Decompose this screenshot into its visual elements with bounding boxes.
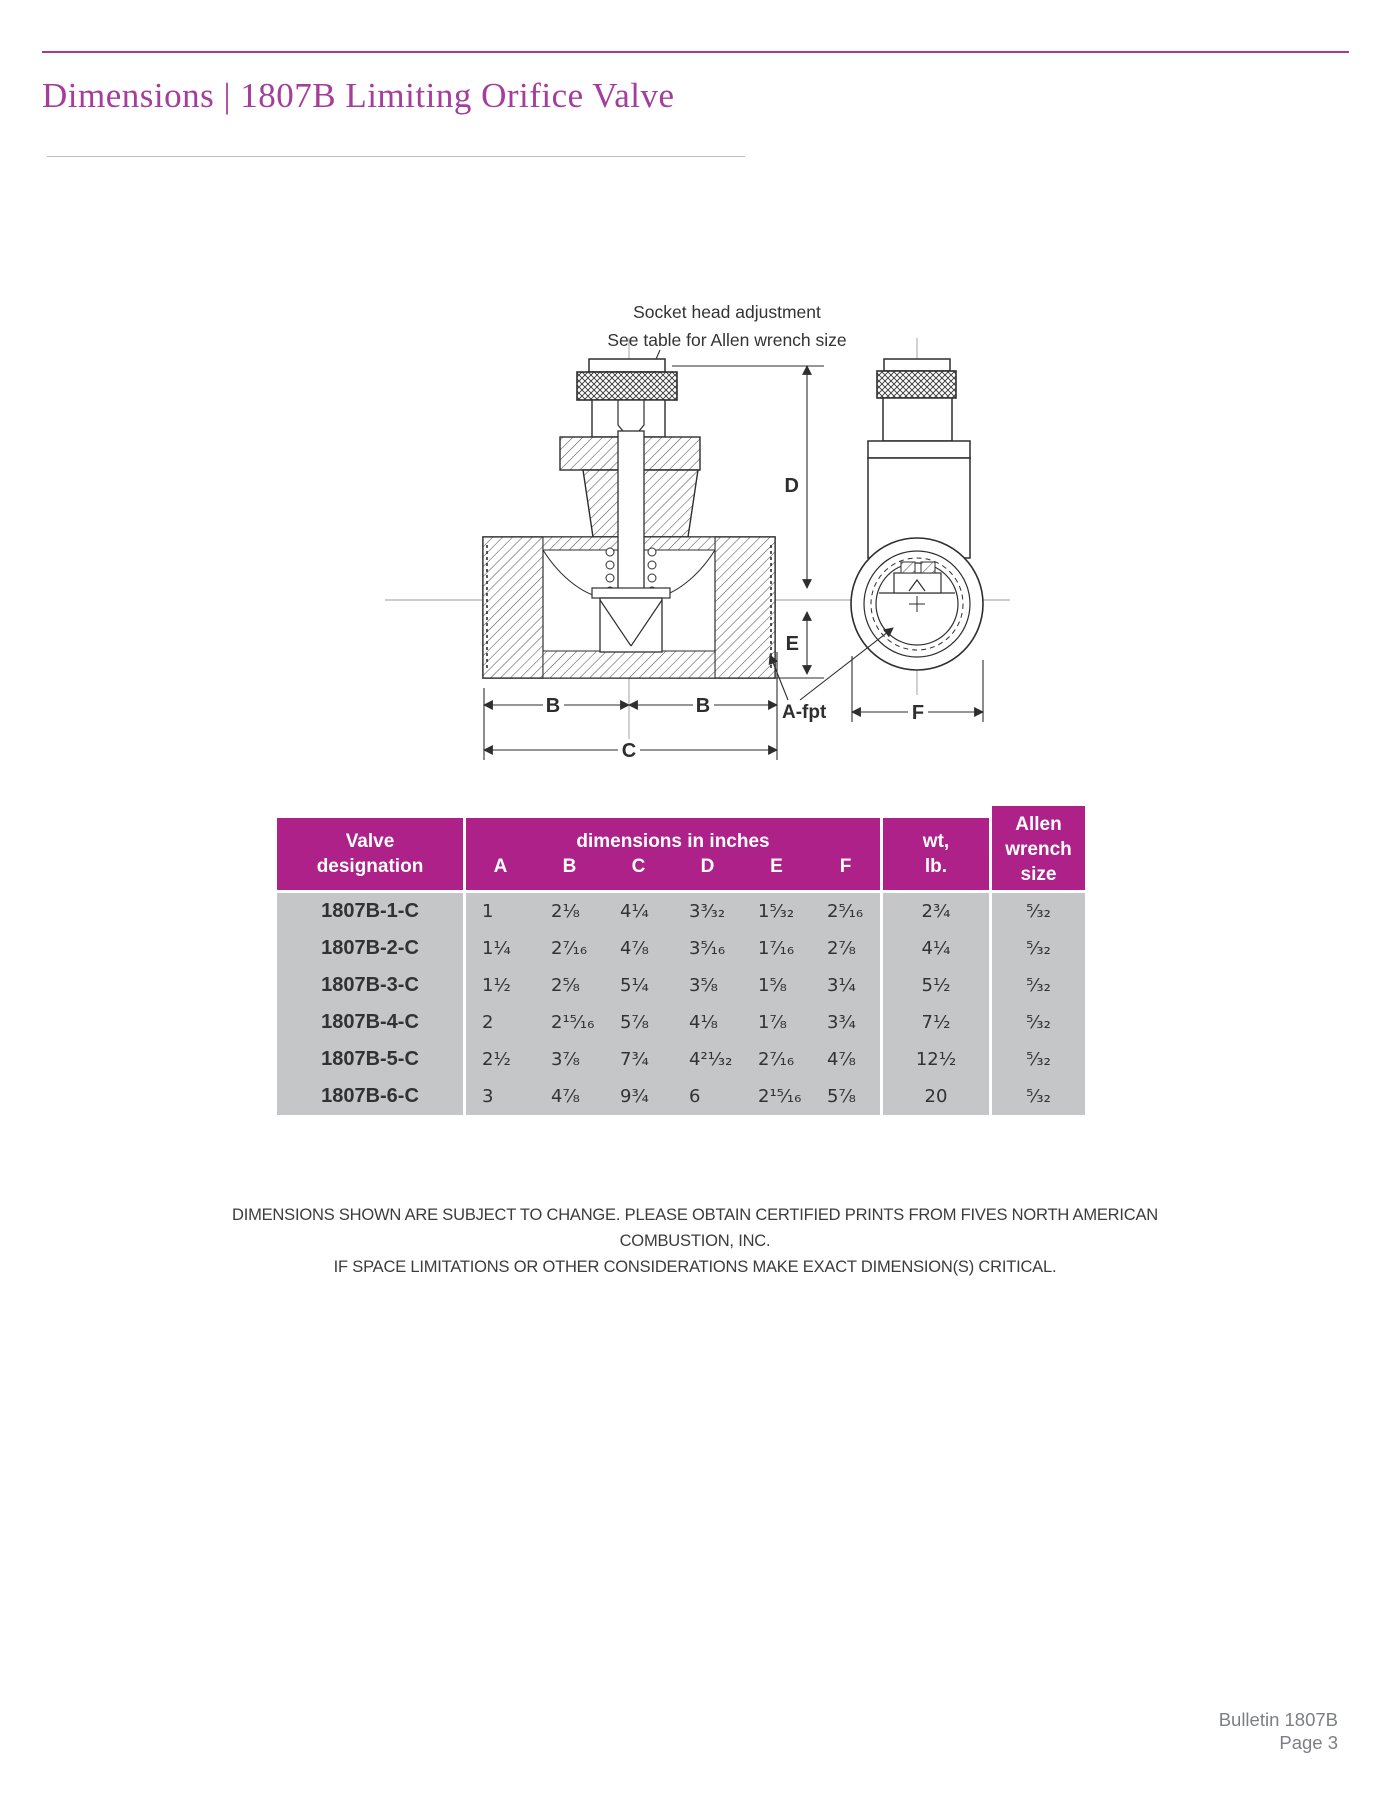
cell-c: 9³⁄₄ bbox=[604, 1078, 673, 1115]
dim-label-e: E bbox=[785, 633, 799, 655]
header-letter-d: D bbox=[700, 856, 715, 877]
dim-label-a-fpt: A-fpt bbox=[782, 702, 827, 723]
cap-plate bbox=[589, 359, 665, 372]
end-cap-plate bbox=[884, 359, 950, 371]
cell-b: 4⁷⁄₈ bbox=[535, 1078, 604, 1115]
cell-c: 4¹⁄₄ bbox=[604, 893, 673, 930]
valve-drawing-svg bbox=[370, 250, 1080, 770]
inner-tab-right bbox=[921, 562, 935, 573]
cell-a: 1¹⁄₂ bbox=[463, 967, 535, 1004]
table-header-dimensions-group bbox=[466, 818, 880, 890]
cell-c: 5⁷⁄₈ bbox=[604, 1004, 673, 1041]
table-row-designation: 1807B-4-C bbox=[277, 1004, 463, 1041]
table-body bbox=[277, 893, 1085, 1115]
orifice-plug bbox=[600, 598, 662, 652]
title-underline bbox=[47, 156, 745, 157]
left-port bbox=[483, 537, 543, 678]
inner-tab-left bbox=[901, 562, 915, 573]
cell-d: 3⁵⁄₈ bbox=[673, 967, 742, 1004]
dimensions-table bbox=[277, 806, 1085, 1118]
cell-a: 2 bbox=[463, 1004, 535, 1041]
cell-e: 2¹⁵⁄₁₆ bbox=[742, 1078, 811, 1115]
disclaimer-note bbox=[190, 1202, 1200, 1280]
cell-c: 7³⁄₄ bbox=[604, 1041, 673, 1078]
cell-a: 1¹⁄₄ bbox=[463, 930, 535, 967]
end-knurled-cap bbox=[877, 371, 956, 398]
cell-wt: 2³⁄₄ bbox=[880, 893, 989, 930]
cell-a: 2¹⁄₂ bbox=[463, 1041, 535, 1078]
cell-b: 2⁵⁄₈ bbox=[535, 967, 604, 1004]
dim-label-d: D bbox=[784, 475, 799, 497]
valve-stem bbox=[618, 431, 644, 591]
cell-e: 1⁵⁄₃₂ bbox=[742, 893, 811, 930]
cell-wt: 5¹⁄₂ bbox=[880, 967, 989, 1004]
header-letter-b: B bbox=[562, 856, 577, 877]
cell-d: 3⁵⁄₁₆ bbox=[673, 930, 742, 967]
end-neck bbox=[883, 398, 952, 441]
header-wt-line2: lb. bbox=[924, 856, 948, 877]
body-bottom-wall bbox=[543, 651, 715, 678]
cell-allen: ⁵⁄₃₂ bbox=[989, 967, 1085, 1004]
table-row-designation: 1807B-5-C bbox=[277, 1041, 463, 1078]
cell-a: 1 bbox=[463, 893, 535, 930]
table-header-weight bbox=[883, 818, 989, 890]
header-wt-line1: wt, bbox=[922, 831, 950, 852]
cell-b: 2¹⁵⁄₁₆ bbox=[535, 1004, 604, 1041]
table-row-designation: 1807B-1-C bbox=[277, 893, 463, 930]
page-footer bbox=[1219, 1708, 1338, 1754]
table-row-designation: 1807B-2-C bbox=[277, 930, 463, 967]
cell-f: 3³⁄₄ bbox=[811, 1004, 880, 1041]
cell-wt: 7¹⁄₂ bbox=[880, 1004, 989, 1041]
inner-plug-front bbox=[894, 573, 941, 593]
cell-f: 4⁷⁄₈ bbox=[811, 1041, 880, 1078]
cell-e: 1⁷⁄₈ bbox=[742, 1004, 811, 1041]
cell-f: 2⁷⁄₈ bbox=[811, 930, 880, 967]
cell-c: 5¹⁄₄ bbox=[604, 967, 673, 1004]
disclaimer-line2: IF SPACE LIMITATIONS OR OTHER CONSIDERATIONS MAKE EXACT DIMENSION(S) CRITICAL. bbox=[333, 1258, 1057, 1276]
end-view bbox=[851, 359, 983, 670]
cell-allen: ⁵⁄₃₂ bbox=[989, 930, 1085, 967]
cell-f: 3¹⁄₄ bbox=[811, 967, 880, 1004]
cell-allen: ⁵⁄₃₂ bbox=[989, 893, 1085, 930]
header-allen-line3: size bbox=[1020, 864, 1057, 885]
cell-allen: ⁵⁄₃₂ bbox=[989, 1004, 1085, 1041]
header-dimensions-label: dimensions in inches bbox=[576, 831, 770, 852]
section-view bbox=[483, 359, 775, 678]
header-dimension-letters bbox=[466, 854, 880, 879]
header-letter-a: A bbox=[493, 856, 508, 877]
cell-e: 1⁷⁄₁₆ bbox=[742, 930, 811, 967]
cell-d: 4²¹⁄₃₂ bbox=[673, 1041, 742, 1078]
dim-label-b-right: B bbox=[695, 695, 711, 717]
cell-allen: ⁵⁄₃₂ bbox=[989, 1078, 1085, 1115]
cell-f: 2⁵⁄₁₆ bbox=[811, 893, 880, 930]
cell-allen: ⁵⁄₃₂ bbox=[989, 1041, 1085, 1078]
table-row-designation: 1807B-3-C bbox=[277, 967, 463, 1004]
header-designation-line1: Valve bbox=[345, 831, 395, 852]
cell-d: 4¹⁄₈ bbox=[673, 1004, 742, 1041]
annotation-line2: See table for Allen wrench size bbox=[607, 330, 847, 350]
cell-e: 1⁵⁄₈ bbox=[742, 967, 811, 1004]
cell-wt: 20 bbox=[880, 1078, 989, 1115]
knurled-cap bbox=[577, 372, 677, 400]
cell-wt: 4¹⁄₄ bbox=[880, 930, 989, 967]
cell-d: 3³⁄₃₂ bbox=[673, 893, 742, 930]
cell-b: 2⁷⁄₁₆ bbox=[535, 930, 604, 967]
header-designation-line2: designation bbox=[316, 856, 424, 877]
header-allen-line2: wrench bbox=[1005, 839, 1072, 860]
cell-b: 3⁷⁄₈ bbox=[535, 1041, 604, 1078]
cell-a: 3 bbox=[463, 1078, 535, 1115]
header-letter-f: F bbox=[839, 856, 852, 877]
dim-label-f: F bbox=[911, 702, 925, 724]
header-letter-c: C bbox=[631, 856, 646, 877]
dim-label-b-left: B bbox=[545, 695, 561, 717]
table-header-allen-wrench bbox=[992, 806, 1085, 890]
page-title: Dimensions | 1807B Limiting Orifice Valve bbox=[42, 76, 675, 115]
header-allen-line1: Allen bbox=[1015, 814, 1062, 835]
cell-e: 2⁷⁄₁₆ bbox=[742, 1041, 811, 1078]
annotation-line1: Socket head adjustment bbox=[633, 302, 821, 322]
footer-bulletin: Bulletin 1807B bbox=[1218, 1709, 1338, 1730]
disclaimer-line1: DIMENSIONS SHOWN ARE SUBJECT TO CHANGE. PLEASE OBTAIN CERTIFIED PRINTS FROM FIVES NORTH AMERICAN COMBUSTION, INC. bbox=[231, 1206, 1159, 1250]
cell-d: 6 bbox=[673, 1078, 742, 1115]
header-letter-e: E bbox=[770, 856, 783, 877]
right-port bbox=[715, 537, 775, 678]
dim-label-c: C bbox=[621, 740, 637, 762]
table-header-designation bbox=[277, 818, 463, 890]
cell-f: 5⁷⁄₈ bbox=[811, 1078, 880, 1115]
cell-b: 2¹⁄₈ bbox=[535, 893, 604, 930]
seat-washer bbox=[592, 588, 670, 598]
valve-technical-drawing bbox=[370, 250, 1080, 770]
end-bonnet bbox=[868, 441, 970, 458]
cell-c: 4⁷⁄₈ bbox=[604, 930, 673, 967]
cell-wt: 12¹⁄₂ bbox=[880, 1041, 989, 1078]
footer-page-number: Page 3 bbox=[1279, 1732, 1338, 1753]
top-rule bbox=[42, 51, 1349, 53]
table-row-designation: 1807B-6-C bbox=[277, 1078, 463, 1115]
